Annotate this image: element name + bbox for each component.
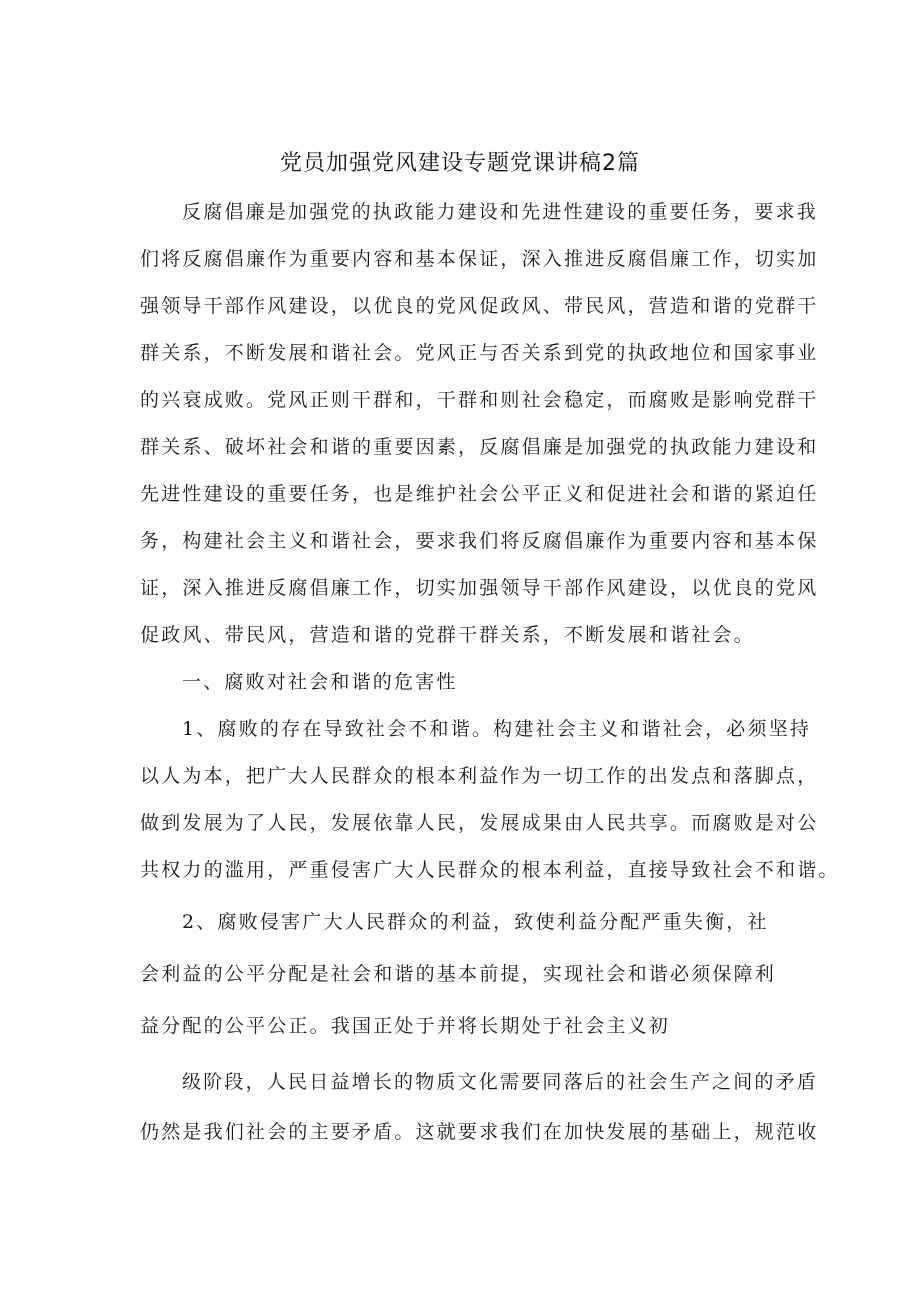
paragraph-line: 反腐倡廉是加强党的执政能力建设和先进性建设的重要任务，要求我	[182, 201, 819, 223]
paragraph-line: 的兴衰成败。党风正则干群和，干群和则社会稳定，而腐败是影响党群干	[140, 389, 819, 411]
paragraph-line: 务，构建社会主义和谐社会，要求我们将反腐倡廉作为重要内容和基本保	[140, 530, 819, 552]
paragraph-line: 仍然是我们社会的主要矛盾。这就要求我们在加快发展的基础上，规范收	[140, 1121, 819, 1143]
document-title: 党员加强党风建设专题党课讲稿2篇	[280, 151, 640, 176]
paragraph-line: 促政风、带民风，营造和谐的党群干群关系，不断发展和谐社会。	[140, 624, 755, 646]
paragraph-line: 群关系，不断发展和谐社会。党风正与否关系到党的执政地位和国家事业	[140, 342, 819, 364]
paragraph-line: 做到发展为了人民，发展依靠人民，发展成果由人民共享。而腐败是对公	[140, 812, 819, 834]
paragraph-line: 级阶段，人民日益增长的物质文化需要同落后的社会生产之间的矛盾	[182, 1071, 819, 1093]
paragraph-line: 强领导干部作风建设，以优良的党风促政风、带民风，营造和谐的党群干	[140, 295, 819, 317]
paragraph-line: 先进性建设的重要任务，也是维护社会公平正义和促进社会和谐的紧迫任	[140, 483, 819, 505]
paragraph-line: 2、腐败侵害广大人民群众的利益，致使利益分配严重失衡，社	[182, 911, 769, 933]
paragraph-line: 们将反腐倡廉作为重要内容和基本保证，深入推进反腐倡廉工作，切实加	[140, 248, 819, 270]
paragraph-line: 1、腐败的存在导致社会不和谐。构建社会主义和谐社会，必须坚持	[182, 718, 812, 740]
paragraph-line: 证，深入推进反腐倡廉工作，切实加强领导干部作风建设，以优良的党风	[140, 577, 819, 599]
paragraph-line: 共权力的滥用，严重侵害广大人民群众的根本利益，直接导致社会不和谐。	[140, 859, 840, 881]
paragraph-line: 会利益的公平分配是社会和谐的基本前提，实现社会和谐必须保障利	[140, 963, 777, 985]
paragraph-line: 群关系、破坏社会和谐的重要因素，反腐倡廉是加强党的执政能力建设和	[140, 436, 819, 458]
paragraph-line: 益分配的公平公正。我国正处于并将长期处于社会主义初	[140, 1015, 671, 1037]
paragraph-line: 以人为本，把广大人民群众的根本利益作为一切工作的出发点和落脚点，	[140, 765, 819, 787]
section-heading: 一、腐败对社会和谐的危害性	[182, 671, 458, 693]
